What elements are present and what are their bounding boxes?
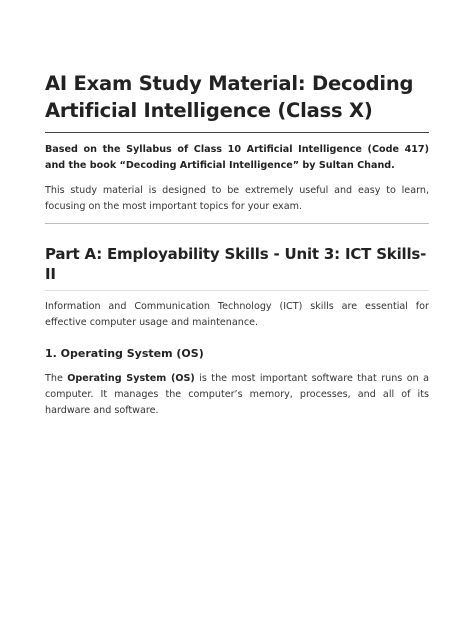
operating-system-paragraph xyxy=(45,371,429,419)
ict-paragraph: Information and Communication Technology (ICT) skills are essential for effective computer usage and maintenance. xyxy=(45,301,429,328)
os-term-bold: Operating System (OS) xyxy=(67,373,195,384)
document-subtitle: Based on the Syllabus of Class 10 Artificial Intelligence (Code 417) and the book “Decoding Artificial Intelligence” by Sultan Chand. xyxy=(45,144,429,171)
intro-paragraph: This study material is designed to be extremely useful and easy to learn, focusing on the most important topics for your exam. xyxy=(45,185,429,212)
os-para-prefix: The xyxy=(45,373,68,384)
title-divider xyxy=(45,132,429,133)
part-a-heading: Part A: Employability Skills - Unit 3: ICT Skills-II xyxy=(45,245,427,283)
part-a-divider xyxy=(45,290,429,291)
operating-system-heading: 1. Operating System (OS) xyxy=(45,347,204,360)
document-title: AI Exam Study Material: Decoding Artificial Intelligence (Class X) xyxy=(45,72,414,122)
intro-divider xyxy=(45,223,429,224)
document-page xyxy=(45,70,429,419)
os-para-suffix: is the most important software that runs on a computer. It manages the computer’s memory, processes, and all of its hardware and software. xyxy=(45,373,429,416)
